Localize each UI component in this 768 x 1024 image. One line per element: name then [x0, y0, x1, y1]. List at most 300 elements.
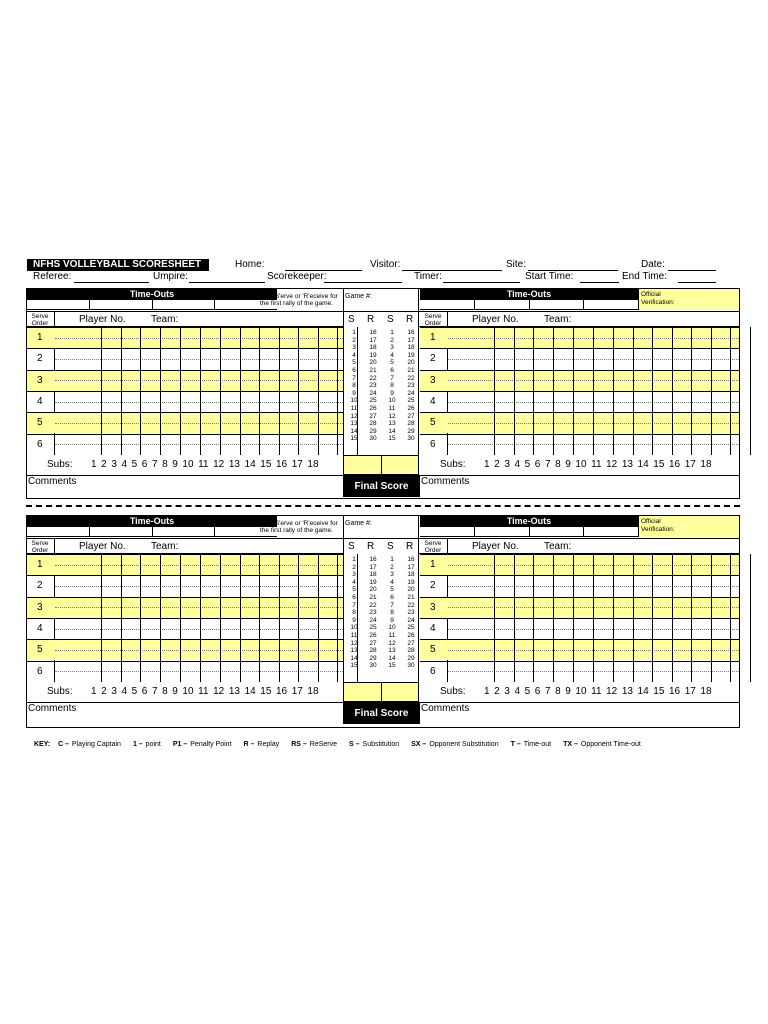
point-number[interactable]: 24: [407, 616, 415, 624]
key-item: [349, 741, 399, 748]
timer-field[interactable]: [443, 282, 520, 283]
point-number[interactable]: 19: [407, 578, 415, 586]
point-number[interactable]: 4: [352, 578, 356, 586]
point-number[interactable]: 4: [390, 351, 394, 359]
point-number[interactable]: 25: [407, 397, 415, 405]
score-grid-line: [533, 327, 534, 455]
sub-number[interactable]: 12: [606, 685, 618, 697]
point-number[interactable]: 3: [390, 344, 394, 352]
sub-number[interactable]: 11: [198, 685, 209, 697]
score-grid-line: [494, 327, 495, 455]
sub-number[interactable]: 16: [668, 685, 681, 697]
timeout-box[interactable]: [584, 527, 638, 536]
points-tally-column: [347, 329, 361, 443]
timeouts-cells-left[interactable]: [27, 300, 277, 310]
key-code: 1 –: [132, 741, 143, 748]
point-number[interactable]: 6: [352, 366, 356, 374]
sub-number[interactable]: 2: [494, 458, 500, 470]
point-number[interactable]: 10: [388, 624, 396, 632]
point-number[interactable]: 2: [352, 563, 356, 571]
sub-number[interactable]: 5: [524, 685, 531, 697]
sub-number[interactable]: 12: [213, 458, 225, 470]
score-grid-line: [101, 327, 102, 455]
key-description: ReServe: [309, 741, 338, 748]
point-number[interactable]: 18: [369, 344, 377, 352]
sub-number[interactable]: 13: [621, 685, 633, 697]
point-number[interactable]: 4: [352, 351, 356, 359]
point-number[interactable]: 15: [350, 662, 358, 670]
sub-number[interactable]: 13: [228, 458, 240, 470]
key-item: [291, 741, 337, 748]
team-label[interactable]: Team:: [151, 314, 179, 325]
score-grid-line: [140, 554, 141, 682]
timeout-box[interactable]: [420, 527, 475, 536]
sub-number[interactable]: 9: [565, 685, 571, 697]
timeout-box[interactable]: [153, 527, 216, 536]
score-grid-line: [240, 554, 241, 682]
sub-number[interactable]: 10: [182, 685, 194, 697]
point-number[interactable]: 10: [350, 624, 358, 632]
point-number[interactable]: 26: [407, 631, 415, 639]
point-number[interactable]: 29: [369, 427, 377, 435]
point-number[interactable]: 10: [350, 397, 358, 405]
point-number[interactable]: 15: [350, 435, 358, 443]
point-number[interactable]: 8: [390, 382, 394, 390]
rotation-number: 4: [37, 622, 43, 634]
points-tally-column: [366, 329, 380, 443]
comments-left[interactable]: Comments: [28, 475, 77, 487]
point-number[interactable]: 15: [388, 435, 396, 443]
sub-number[interactable]: 12: [213, 685, 225, 697]
point-number[interactable]: 18: [407, 344, 415, 352]
point-number[interactable]: 11: [388, 404, 396, 412]
point-number[interactable]: 27: [407, 412, 415, 420]
row-divider: [55, 380, 343, 381]
point-number[interactable]: 8: [390, 609, 394, 617]
player-no-label: Player No.: [79, 314, 126, 325]
point-number[interactable]: 17: [407, 336, 415, 344]
serve-receive-header[interactable]: S: [387, 314, 394, 325]
point-number[interactable]: 12: [388, 412, 396, 420]
point-number[interactable]: 1: [390, 329, 394, 336]
end-time-field[interactable]: [678, 282, 716, 283]
timeout-box[interactable]: [153, 300, 216, 309]
timeout-box[interactable]: [530, 300, 585, 309]
point-number[interactable]: 21: [407, 366, 415, 374]
sub-number[interactable]: 16: [275, 685, 288, 697]
point-number[interactable]: 14: [388, 654, 396, 662]
game-number-label: Game #:: [345, 520, 372, 527]
point-number[interactable]: 22: [369, 374, 377, 382]
score-grid-line: [298, 554, 299, 682]
score-grid-line: [672, 554, 673, 682]
sub-number[interactable]: 7: [544, 685, 551, 697]
point-number[interactable]: 17: [369, 336, 377, 344]
sub-number[interactable]: 17: [684, 458, 696, 470]
sub-number[interactable]: 8: [162, 458, 168, 470]
score-grid-line: [279, 554, 280, 682]
subs-label: Subs:: [47, 458, 73, 470]
referee-label: Referee:: [33, 271, 72, 282]
timeout-box[interactable]: [90, 300, 153, 309]
point-number[interactable]: 13: [350, 647, 358, 655]
sub-number[interactable]: 6: [141, 458, 148, 470]
point-number[interactable]: 20: [407, 359, 415, 367]
point-number[interactable]: 1: [352, 329, 356, 336]
official-verification-label: Official Verification:: [641, 291, 675, 306]
point-number[interactable]: 17: [407, 563, 415, 571]
timeout-box[interactable]: [475, 527, 530, 536]
point-number[interactable]: 20: [369, 359, 377, 367]
point-number[interactable]: 7: [390, 374, 394, 382]
score-grid-line: [672, 327, 673, 455]
sub-number[interactable]: 7: [151, 458, 158, 470]
point-number[interactable]: 13: [350, 420, 358, 428]
point-number[interactable]: 28: [369, 647, 377, 655]
score-grid-line: [240, 327, 241, 455]
score-grid-line: [140, 327, 141, 455]
timeouts-cells-right[interactable]: [420, 300, 638, 310]
point-number[interactable]: 26: [407, 404, 415, 412]
serve-receive-header[interactable]: S: [348, 541, 355, 552]
sub-number[interactable]: 9: [172, 458, 178, 470]
end-time-label: End Time:: [622, 271, 668, 282]
sub-number[interactable]: 5: [131, 685, 138, 697]
point-number[interactable]: 19: [369, 351, 377, 359]
sub-number[interactable]: 2: [101, 685, 107, 697]
point-number[interactable]: 17: [369, 563, 377, 571]
point-number[interactable]: 27: [407, 639, 415, 647]
point-number[interactable]: 2: [352, 336, 356, 344]
sub-number[interactable]: 14: [637, 685, 649, 697]
point-number[interactable]: 14: [388, 427, 396, 435]
sub-number[interactable]: 16: [275, 458, 288, 470]
point-number[interactable]: 7: [352, 374, 356, 382]
scorekeeper-field[interactable]: [324, 282, 402, 283]
serve-receive-header[interactable]: S: [348, 314, 355, 325]
point-number[interactable]: 7: [352, 601, 356, 609]
final-score-divider: [381, 455, 382, 475]
score-grid-line: [494, 554, 495, 682]
point-number[interactable]: 8: [352, 609, 356, 617]
point-number[interactable]: 29: [407, 427, 415, 435]
sub-number[interactable]: 4: [514, 458, 521, 470]
point-number[interactable]: 30: [369, 662, 377, 670]
point-number[interactable]: 5: [390, 359, 394, 367]
comments-right[interactable]: Comments: [421, 475, 470, 487]
timeouts-cells-right[interactable]: [420, 527, 638, 537]
point-number[interactable]: 22: [407, 601, 415, 609]
sub-number[interactable]: 5: [131, 458, 138, 470]
key-code: SX –: [411, 741, 427, 748]
score-grid-line: [220, 554, 221, 682]
timeouts-cells-left[interactable]: [27, 527, 277, 537]
sub-number[interactable]: 8: [555, 685, 561, 697]
score-grid-line: [337, 327, 338, 455]
point-number[interactable]: 16: [369, 329, 377, 336]
player-no-label: Player No.: [472, 541, 519, 552]
sub-number[interactable]: 3: [111, 458, 117, 470]
point-number[interactable]: 16: [369, 556, 377, 563]
sub-number[interactable]: 6: [534, 685, 541, 697]
sub-number[interactable]: 8: [555, 458, 561, 470]
point-number[interactable]: 10: [388, 397, 396, 405]
row-divider: [55, 423, 343, 424]
sub-number[interactable]: 4: [121, 685, 128, 697]
sub-number[interactable]: 9: [172, 685, 178, 697]
sub-number[interactable]: 1: [484, 458, 490, 470]
sub-number[interactable]: 10: [575, 458, 587, 470]
sub-number[interactable]: 1: [91, 458, 97, 470]
serve-receive-header[interactable]: R: [406, 541, 414, 552]
timeout-box[interactable]: [27, 527, 90, 536]
point-number[interactable]: 9: [352, 616, 356, 624]
date-field[interactable]: [668, 270, 716, 271]
subs-list-left: [91, 686, 323, 697]
score-grid-line: [121, 554, 122, 682]
sub-number[interactable]: 4: [121, 458, 128, 470]
sub-number[interactable]: 17: [684, 685, 696, 697]
point-number[interactable]: 29: [369, 654, 377, 662]
point-number[interactable]: 16: [407, 556, 415, 563]
key-item: [511, 741, 551, 748]
sub-number[interactable]: 11: [198, 458, 209, 470]
sub-number[interactable]: 16: [668, 458, 681, 470]
comments-left[interactable]: Comments: [28, 702, 77, 714]
sub-number[interactable]: 7: [544, 458, 551, 470]
point-number[interactable]: 16: [407, 329, 415, 336]
row-divider: [55, 629, 343, 630]
point-number[interactable]: 24: [407, 389, 415, 397]
sub-number[interactable]: 9: [565, 458, 571, 470]
point-number[interactable]: 13: [388, 647, 396, 655]
score-grid-line: [652, 327, 653, 455]
score-grid-line: [750, 554, 751, 682]
point-number[interactable]: 21: [369, 593, 377, 601]
point-number[interactable]: 5: [352, 359, 356, 367]
rotation-number: 6: [430, 438, 436, 450]
rotation-number: 6: [37, 665, 43, 677]
sub-number[interactable]: 10: [182, 458, 194, 470]
point-number[interactable]: 23: [407, 609, 415, 617]
point-number[interactable]: 22: [407, 374, 415, 382]
timeout-box[interactable]: [420, 300, 475, 309]
sub-number[interactable]: 14: [244, 685, 256, 697]
point-number[interactable]: 9: [352, 389, 356, 397]
sub-number[interactable]: 17: [291, 685, 303, 697]
point-number[interactable]: 30: [407, 662, 415, 670]
serve-order-label: Serve Order: [424, 313, 442, 327]
point-number[interactable]: 4: [390, 578, 394, 586]
sub-number[interactable]: 10: [575, 685, 587, 697]
serve-receive-header[interactable]: R: [406, 314, 414, 325]
sub-number[interactable]: 2: [494, 685, 500, 697]
sub-number[interactable]: 3: [504, 458, 510, 470]
point-number[interactable]: 24: [369, 616, 377, 624]
subs-label: Subs:: [440, 458, 466, 470]
point-number[interactable]: 9: [390, 389, 394, 397]
sub-number[interactable]: 8: [162, 685, 168, 697]
comments-right[interactable]: Comments: [421, 702, 470, 714]
point-number[interactable]: 3: [352, 571, 356, 579]
point-number[interactable]: 14: [350, 427, 358, 435]
point-number[interactable]: 19: [369, 578, 377, 586]
legend-key: [34, 741, 653, 748]
key-code: T –: [510, 741, 521, 748]
timeout-box[interactable]: [27, 300, 90, 309]
team-label[interactable]: Team:: [544, 541, 572, 552]
sub-number[interactable]: 14: [244, 458, 256, 470]
sub-number[interactable]: 1: [484, 685, 490, 697]
row-divider: [55, 650, 343, 651]
sub-number[interactable]: 18: [700, 458, 712, 470]
point-number[interactable]: 23: [407, 382, 415, 390]
point-number[interactable]: 26: [369, 631, 377, 639]
sub-number[interactable]: 13: [621, 458, 633, 470]
score-grid-line: [730, 554, 731, 682]
sub-number[interactable]: 7: [151, 685, 158, 697]
point-number[interactable]: 24: [369, 389, 377, 397]
sub-number[interactable]: 18: [307, 685, 319, 697]
key-code: S –: [349, 741, 360, 748]
serve-receive-header[interactable]: R: [367, 314, 375, 325]
rotation-number: 1: [430, 332, 436, 343]
point-number[interactable]: 1: [352, 556, 356, 563]
start-time-field[interactable]: [580, 282, 619, 283]
point-number[interactable]: 12: [350, 639, 358, 647]
point-number[interactable]: 28: [369, 420, 377, 428]
point-number[interactable]: 20: [369, 586, 377, 594]
point-number[interactable]: 23: [369, 609, 377, 617]
final-score-divider: [381, 682, 382, 702]
point-number[interactable]: 15: [388, 662, 396, 670]
point-number[interactable]: 19: [407, 351, 415, 359]
point-number[interactable]: 23: [369, 382, 377, 390]
sub-number[interactable]: 14: [637, 458, 649, 470]
score-grid-line: [514, 327, 515, 455]
sub-number[interactable]: 11: [591, 685, 602, 697]
sub-number[interactable]: 5: [524, 458, 531, 470]
point-number[interactable]: 1: [390, 556, 394, 563]
team-label[interactable]: Team:: [151, 541, 179, 552]
point-number[interactable]: 30: [369, 435, 377, 443]
point-number[interactable]: 7: [390, 601, 394, 609]
sub-number[interactable]: 1: [91, 685, 97, 697]
umpire-field[interactable]: [189, 282, 265, 283]
rotation-number: 1: [430, 559, 436, 570]
timeouts-header-right: Time-Outs: [420, 289, 638, 300]
point-number[interactable]: 21: [407, 593, 415, 601]
point-number[interactable]: 27: [369, 412, 377, 420]
sub-number[interactable]: 17: [291, 458, 303, 470]
sub-number[interactable]: 15: [653, 685, 665, 697]
referee-field[interactable]: [74, 282, 149, 283]
point-number[interactable]: 27: [369, 639, 377, 647]
sub-number[interactable]: 6: [141, 685, 148, 697]
sub-number[interactable]: 18: [307, 458, 319, 470]
sub-number[interactable]: 3: [504, 685, 510, 697]
key-description: Time-out: [523, 741, 552, 748]
point-number[interactable]: 18: [369, 571, 377, 579]
serve-receive-header[interactable]: R: [367, 541, 375, 552]
points-tally-column: [347, 556, 361, 670]
serve-receive-header[interactable]: S: [387, 541, 394, 552]
score-grid-line: [318, 554, 319, 682]
point-number[interactable]: 25: [369, 624, 377, 632]
timeout-box[interactable]: [584, 300, 638, 309]
point-number[interactable]: 3: [390, 571, 394, 579]
point-number[interactable]: 29: [407, 654, 415, 662]
point-number[interactable]: 3: [352, 344, 356, 352]
score-grid-line: [298, 327, 299, 455]
point-number[interactable]: 25: [407, 624, 415, 632]
point-number[interactable]: 6: [352, 593, 356, 601]
sub-number[interactable]: 18: [700, 685, 712, 697]
point-number[interactable]: 6: [390, 366, 394, 374]
point-number[interactable]: 13: [388, 420, 396, 428]
point-number[interactable]: 12: [350, 412, 358, 420]
point-number[interactable]: 28: [407, 420, 415, 428]
key-item: [133, 741, 161, 748]
comments-split: [419, 475, 420, 497]
sub-number[interactable]: 12: [606, 458, 618, 470]
sub-number[interactable]: 13: [228, 685, 240, 697]
point-number[interactable]: 12: [388, 639, 396, 647]
sub-number[interactable]: 15: [260, 458, 272, 470]
sub-number[interactable]: 11: [591, 458, 602, 470]
timeout-box[interactable]: [475, 300, 530, 309]
point-number[interactable]: 26: [369, 404, 377, 412]
score-grid-line: [633, 327, 634, 455]
subs-label: Subs:: [440, 685, 466, 697]
point-number[interactable]: 11: [350, 631, 358, 639]
sub-number[interactable]: 3: [111, 685, 117, 697]
score-grid-line: [101, 554, 102, 682]
key-description: Opponent Substitution: [429, 741, 499, 748]
final-score-label: Final Score: [344, 476, 419, 497]
point-number[interactable]: 6: [390, 593, 394, 601]
point-number[interactable]: 18: [407, 571, 415, 579]
point-number[interactable]: 8: [352, 382, 356, 390]
point-number[interactable]: 22: [369, 601, 377, 609]
point-number[interactable]: 9: [390, 616, 394, 624]
team-label[interactable]: Team:: [544, 314, 572, 325]
row-divider: [55, 671, 343, 672]
point-number[interactable]: 28: [407, 647, 415, 655]
point-number[interactable]: 11: [388, 631, 396, 639]
point-number[interactable]: 20: [407, 586, 415, 594]
sub-number[interactable]: 4: [514, 685, 521, 697]
point-number[interactable]: 14: [350, 654, 358, 662]
key-item: [173, 741, 232, 748]
score-grid-line: [691, 554, 692, 682]
point-number[interactable]: 21: [369, 366, 377, 374]
point-number[interactable]: 11: [350, 404, 358, 412]
point-number[interactable]: 2: [390, 336, 394, 344]
point-number[interactable]: 30: [407, 435, 415, 443]
timeout-box[interactable]: [90, 527, 153, 536]
sub-number[interactable]: 15: [653, 458, 665, 470]
point-number[interactable]: 5: [390, 586, 394, 594]
sub-number[interactable]: 2: [101, 458, 107, 470]
point-number[interactable]: 2: [390, 563, 394, 571]
point-number[interactable]: 5: [352, 586, 356, 594]
timeout-box[interactable]: [530, 527, 585, 536]
rotation-number: 5: [37, 417, 43, 429]
point-number[interactable]: 25: [369, 397, 377, 405]
sub-number[interactable]: 6: [534, 458, 541, 470]
sub-number[interactable]: 15: [260, 685, 272, 697]
